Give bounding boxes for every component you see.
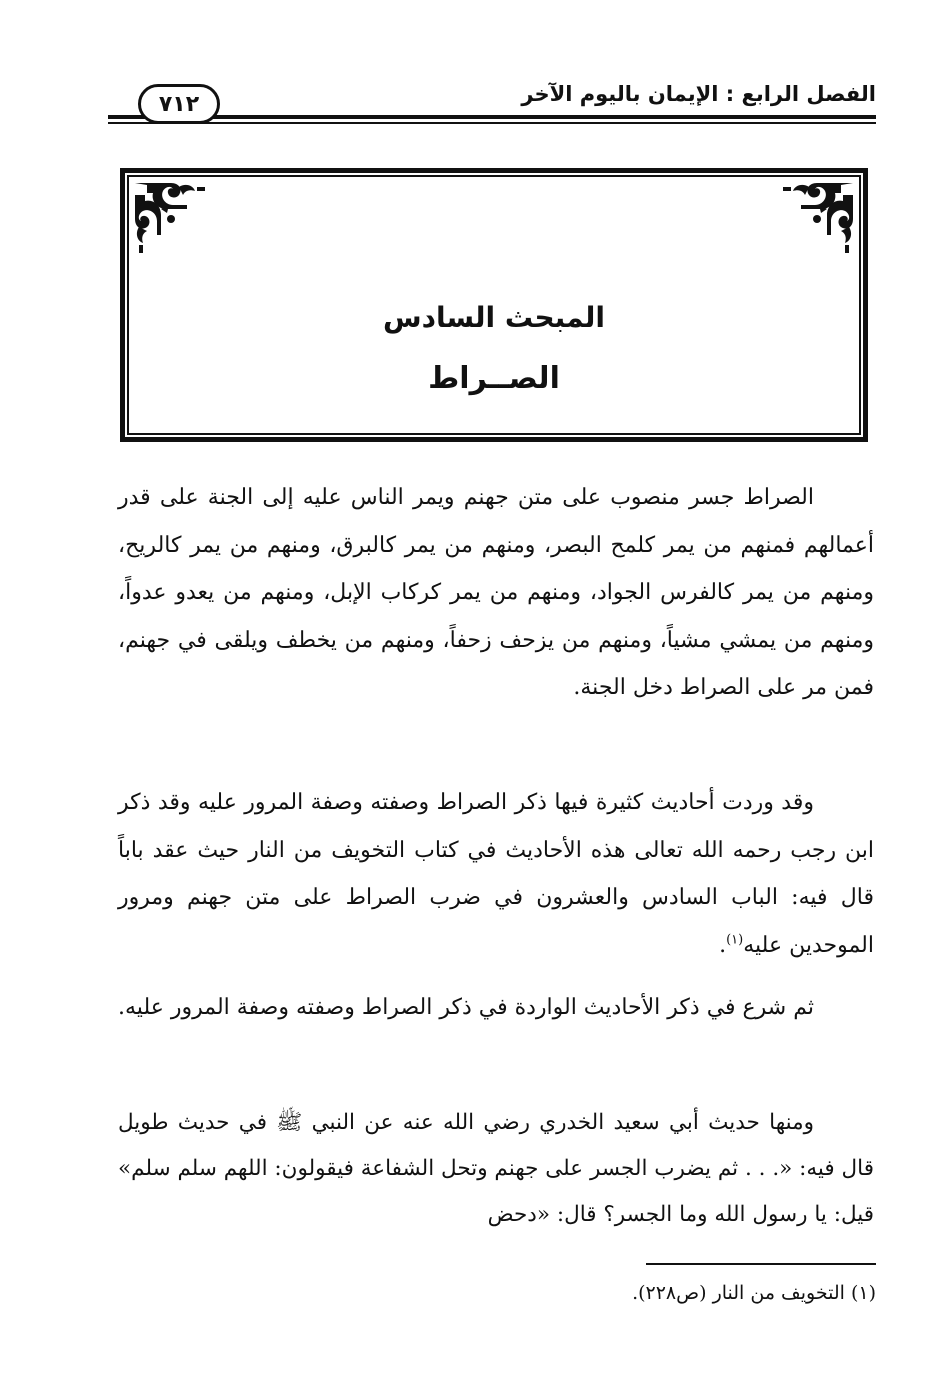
paragraph bbox=[118, 779, 874, 969]
paragraph: ثم شرع في ذكر الأحاديث الواردة في ذكر الصراط وصفته وصفة المرور عليه. bbox=[118, 995, 814, 1020]
paragraph: الصراط جسر منصوب على متن جهنم ويمر الناس عليه إلى الجنة على قدر أعمالهم فمنهم من يمر كلمح البصر، ومنهم من يمر كالبرق، ومنهم من يمر كالريح، ومنهم من يمر كالفرس الجواد، ومنهم من يمر كركاب الإبل، ومنهم من يعدو عدواً، ومنهم من يمشي مشياً، ومنهم من يزحف زحفاً، ومنهم من يخطف ويلقى في جهنم، فمن مر على الصراط دخل الجنة. bbox=[118, 485, 874, 700]
section-label: المبحث السادس bbox=[382, 301, 605, 334]
footnote bbox=[116, 1278, 876, 1308]
paragraph-text: وقد وردت أحاديث كثيرة فيها ذكر الصراط وصفته وصفة المرور عليه وقد ذكر ابن رجب رحمه الله تعالى هذه الأحاديث في كتاب التخويف من النار حيث عقد باباً قال فيه: الباب السادس والعشرون في ضرب الصراط على متن جهنم ومرور الموحدين عليه bbox=[118, 790, 874, 958]
footnote-separator bbox=[646, 1263, 876, 1265]
corner-ornament-icon bbox=[783, 179, 857, 257]
running-title: الفصل الرابع : الإيمان باليوم الآخر bbox=[521, 82, 876, 106]
section-title: الصــراط bbox=[428, 361, 560, 396]
section-title-box bbox=[120, 168, 868, 442]
header-rule-thick bbox=[108, 115, 876, 119]
footnote-reference[interactable]: (١) bbox=[726, 932, 744, 948]
corner-ornament-icon bbox=[131, 179, 205, 257]
footnote-text: التخويف من النار (ص٢٢٨). bbox=[632, 1282, 845, 1304]
header-rule-thin bbox=[108, 122, 876, 124]
page-number-badge bbox=[138, 84, 220, 124]
running-header bbox=[108, 78, 876, 128]
page-number: ٧١٢ bbox=[158, 91, 200, 117]
footnote-number: (١) bbox=[850, 1282, 876, 1304]
paragraph-end-punct: . bbox=[719, 932, 727, 958]
paragraph: ومنها حديث أبي سعيد الخدري رضي الله عنه عن النبي ﷺ في حديث طويل قال فيه: «. . . ثم يضرب الجسر على جهنم وتحل الشفاعة فيقولون: اللهم سلم سلم» قيل: يا رسول الله وما الجسر؟ قال: «دحض bbox=[118, 1110, 874, 1227]
